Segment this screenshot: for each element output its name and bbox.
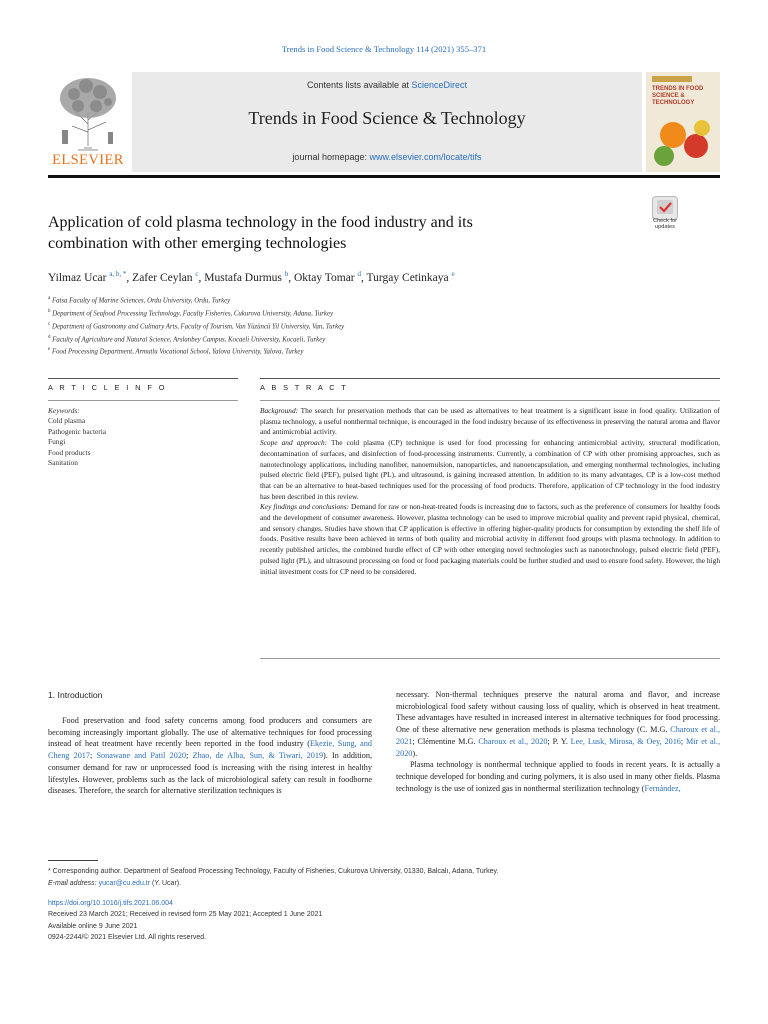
citation-link[interactable]: Charoux et al., 2020 — [478, 736, 548, 746]
cover-green-fruit — [654, 146, 674, 166]
corresponding-author-note: * Corresponding author. Department of Seafood Processing Technology, Faculty of Fisheries, Cukurova University, 01330, Balcalı, Adana, Turkey. — [48, 868, 499, 875]
available-online: Available online 9 June 2021 — [48, 922, 138, 930]
email-link[interactable]: yucar@cu.edu.tr — [98, 880, 151, 887]
affiliation-item: $^b$ Department of Seafood Processing Technology, Faculty Fisheries, Cukurova University, Adana, Turkey — [48, 308, 333, 318]
author-affiliation-marker[interactable]: e — [451, 270, 455, 278]
title-line-2: combination with other emerging technologies — [48, 235, 347, 252]
paper-title — [48, 212, 608, 254]
email-note: E-mail address: yucar@cu.edu.tr (Y. Ucar). — [48, 880, 182, 887]
running-head[interactable] — [0, 44, 768, 54]
affiliation-item: $^a$ Fatsa Faculty of Marine Sciences, Ordu University, Ordu, Turkey — [48, 296, 231, 305]
author-affiliation-marker[interactable]: c — [195, 270, 199, 278]
elsevier-wordmark: ELSEVIER — [52, 152, 124, 168]
author-name[interactable]: Yilmaz Ucar — [48, 271, 107, 284]
citation-link[interactable]: Charoux et al., 2021 — [396, 725, 721, 746]
body-paragraph: Plasma technology is nonthermal technique applied to foods in recent years. It is actually a technique developed for bonding and curing polymers, it is also used in many other fields. Plasma technology is the use of ionized gas in nonthermal sterilization technology (Fernández, — [396, 760, 720, 793]
keywords-block — [48, 406, 238, 468]
running-head-link[interactable]: Trends in Food Science & Technology 114 (2021) 355–371 — [281, 44, 487, 54]
crossmark-label — [646, 218, 684, 231]
journal-cover-thumbnail[interactable] — [646, 72, 720, 172]
masthead-rule — [48, 175, 720, 178]
affiliation-item: $^d$ Faculty of Agriculture and Natural Science, Arslanbey Campus, Kocaeli University, Kocaeli, Turkey — [48, 334, 326, 343]
abstract-bottom-rule — [260, 658, 720, 659]
affiliation-item: $^e$ Food Processing Department, Armutlu Vocational School, Yalova University, Yalova, Turkey — [48, 347, 304, 356]
check-for-updates-button[interactable] — [646, 196, 684, 232]
crossmark-icon — [652, 196, 678, 220]
author-affiliation-marker[interactable]: b — [284, 270, 289, 278]
cover-tomato — [684, 134, 708, 158]
body-column-right — [396, 689, 720, 794]
keyword-item: Food products — [48, 447, 91, 457]
abstract-label: A B S T R A C T — [260, 383, 349, 392]
article-info-rule — [48, 400, 238, 401]
email-label: E-mail address: — [48, 880, 97, 887]
citation-link[interactable]: Ekezie, Sung, and Cheng 2017 — [48, 739, 372, 761]
citation-link[interactable]: Mir et al., 2020 — [396, 736, 720, 758]
homepage-line — [132, 152, 642, 162]
citation-link[interactable]: Zhao, de Alba, Sun, & Tiwari, 2019 — [192, 751, 324, 761]
journal-name: Trends in Food Science & Technology — [248, 108, 526, 128]
received-dates: Received 23 March 2021; Received in revised form 25 May 2021; Accepted 1 June 2021 — [48, 911, 323, 919]
sciencedirect-link[interactable]: ScienceDirect — [411, 80, 468, 90]
abstract-scope: Scope and approach: The cold plasma (CP) technique is used for food processing for enhancing antimicrobial activity, structural modification, decontamination of surfaces, and disinfection of food-processing instruments. Currently, a combination of CP with other promising approaches, such as nanotechnology applications, including nanofiber, nanoemulsion, nanoparticles, and nanoencapsulation, and emerging nonthermal technologies, including pulsed electric field (PEF), pulsed light (PL), and ultrasound, is gaining increased attention. In addition to its many advantages, CP is a low-cost method that can be an alternative to heat-based techniques used for the processing of food products. Therefore, application of CP technology in the food industry has been described in this review. — [260, 438, 720, 501]
author-name[interactable]: Turgay Cetinkaya — [366, 271, 449, 284]
body-column-left — [48, 715, 372, 797]
cover-band — [652, 76, 692, 82]
contents-prefix: Contents lists available at — [306, 80, 412, 90]
affiliation-item: $^c$ Department of Gastronomy and Culinary Arts, Faculty of Tourism, Van Yüzüncü Yil University, Van, Turkey — [48, 321, 345, 330]
cover-orange-slice — [660, 122, 686, 148]
body-paragraph: necessary. Non-thermal techniques preserve the natural aroma and flavor, and increase microbiological food safety without causing loss of quality, which is observed in heat treatment. These advantages have resulted in increased interest in alternative techniques for food processing. One of these alternative new generation methods is plasma technology (C. M.G. Charoux et al., 2021; Clémentine M.G. Charoux et al., 2020; P. Y. Lee, Lusk, Mirosa, & Oey, 2016; Mir et al., 2020). — [396, 690, 721, 758]
crossmark-label-line-2: updates — [655, 224, 675, 231]
citation-link[interactable]: Fernández, — [644, 783, 681, 793]
abstract-body — [260, 406, 720, 577]
author-name[interactable]: Oktay Tomar — [294, 271, 355, 284]
elsevier-tree-icon — [48, 72, 128, 152]
author-name[interactable]: Mustafa Durmus — [204, 271, 282, 284]
article-metadata — [48, 898, 720, 944]
title-line-1: Application of cold plasma technology in the food industry and its — [48, 214, 473, 231]
keyword-item: Pathogenic bacteria — [48, 426, 107, 436]
author-affiliation-marker[interactable]: d — [357, 270, 361, 278]
journal-masthead — [48, 72, 720, 172]
footnote-rule — [48, 860, 98, 861]
keyword-item: Cold plasma — [48, 416, 86, 426]
keyword-item: Sanitation — [48, 458, 78, 468]
keywords-title: Keywords: — [48, 406, 80, 415]
cover-lemon — [694, 120, 710, 136]
article-info-top-rule — [48, 378, 238, 379]
copyright: 0924-2244/© 2021 Elsevier Ltd. All rights reserved. — [48, 934, 207, 942]
abstract-top-rule — [260, 378, 720, 379]
author-affiliation-marker[interactable]: a, b, * — [109, 270, 127, 278]
keyword-item: Fungi — [48, 437, 66, 447]
author-list: Yilmaz Ucar $^{a, b, *}$, Zafer Ceylan $^c$, Mustafa Durmus $^b$, Oktay Tomar $^d$, Turgay Cetinkaya $^e$ — [48, 270, 455, 284]
abstract-rule — [260, 400, 720, 401]
author-name[interactable]: Zafer Ceylan — [132, 271, 193, 284]
footnotes — [48, 866, 720, 890]
crossmark-label-line-1: Check for — [653, 218, 677, 224]
elsevier-logo[interactable] — [48, 72, 128, 172]
journal-homepage-link[interactable]: www.elsevier.com/locate/tifs — [369, 152, 482, 162]
doi-link[interactable]: https://doi.org/10.1016/j.tifs.2021.06.004 — [48, 900, 173, 907]
cover-title: TRENDS IN FOOD SCIENCE & TECHNOLOGY — [652, 86, 704, 106]
section-heading-introduction: 1. Introduction — [48, 690, 103, 700]
article-info-label: A R T I C L E I N F O — [48, 383, 167, 392]
abstract-findings: Key findings and conclusions: Demand for raw or non-heat-treated foods is increasing due to factors, such as the preference of consumers for healthy foods and the development of consumer awareness. However, plasma technology can be used to improve microbial quality and prevent rapid physical, chemical, and sensory changes. Studies have shown that CP application is effective in offering higher-quality products for consumption by extending the shelf life of foods. Positive results have been achieved in terms of both quality and microbial activity in different food groups with plasma technology. In addition to recently published articles, the combined hurdle effect of CP with other emerging novel technologies such as nanotechnology, pulsed electric field (PEF), pulsed light (PL), and ultrasound processing on food or food packaging materials could be further studied and used to ensure food safety. However, the high initial investment costs for CP need to be considered. — [260, 502, 720, 576]
homepage-prefix: journal homepage: — [292, 152, 370, 162]
body-paragraph: Food preservation and food safety concerns among food producers and consumers are becoming increasingly important globally. The use of alternative techniques for food processing instead of heat treatment have recently been reported in the food industry (Ekezie, Sung, and Cheng 2017; Sonawane and Patil 2020; Zhao, de Alba, Sun, & Tiwari, 2019). In addition, consumer demand for raw or unprocessed food is increasing with the rising interest in healthy lifestyles. However, problems such as the lack of microbiological safety can result in foodborne diseases. Therefore, the search for alternative sterilization techniques is — [48, 716, 372, 796]
citation-link[interactable]: Sonawane and Patil 2020 — [96, 751, 187, 761]
abstract-background: Background: The search for preservation methods that can be used as alternatives to heat treatment is a significant issue in food quality. Utilization of plasma technology, a useful nonthermal technique, is encouraged in the food industry because of its effectiveness in preserving the natural aroma and flavor and antimicrobial activity. — [260, 406, 720, 437]
citation-link[interactable]: Lee, Lusk, Mirosa, & Oey, 2016 — [570, 736, 681, 746]
affiliation-list — [48, 294, 688, 358]
contents-line — [132, 80, 642, 90]
